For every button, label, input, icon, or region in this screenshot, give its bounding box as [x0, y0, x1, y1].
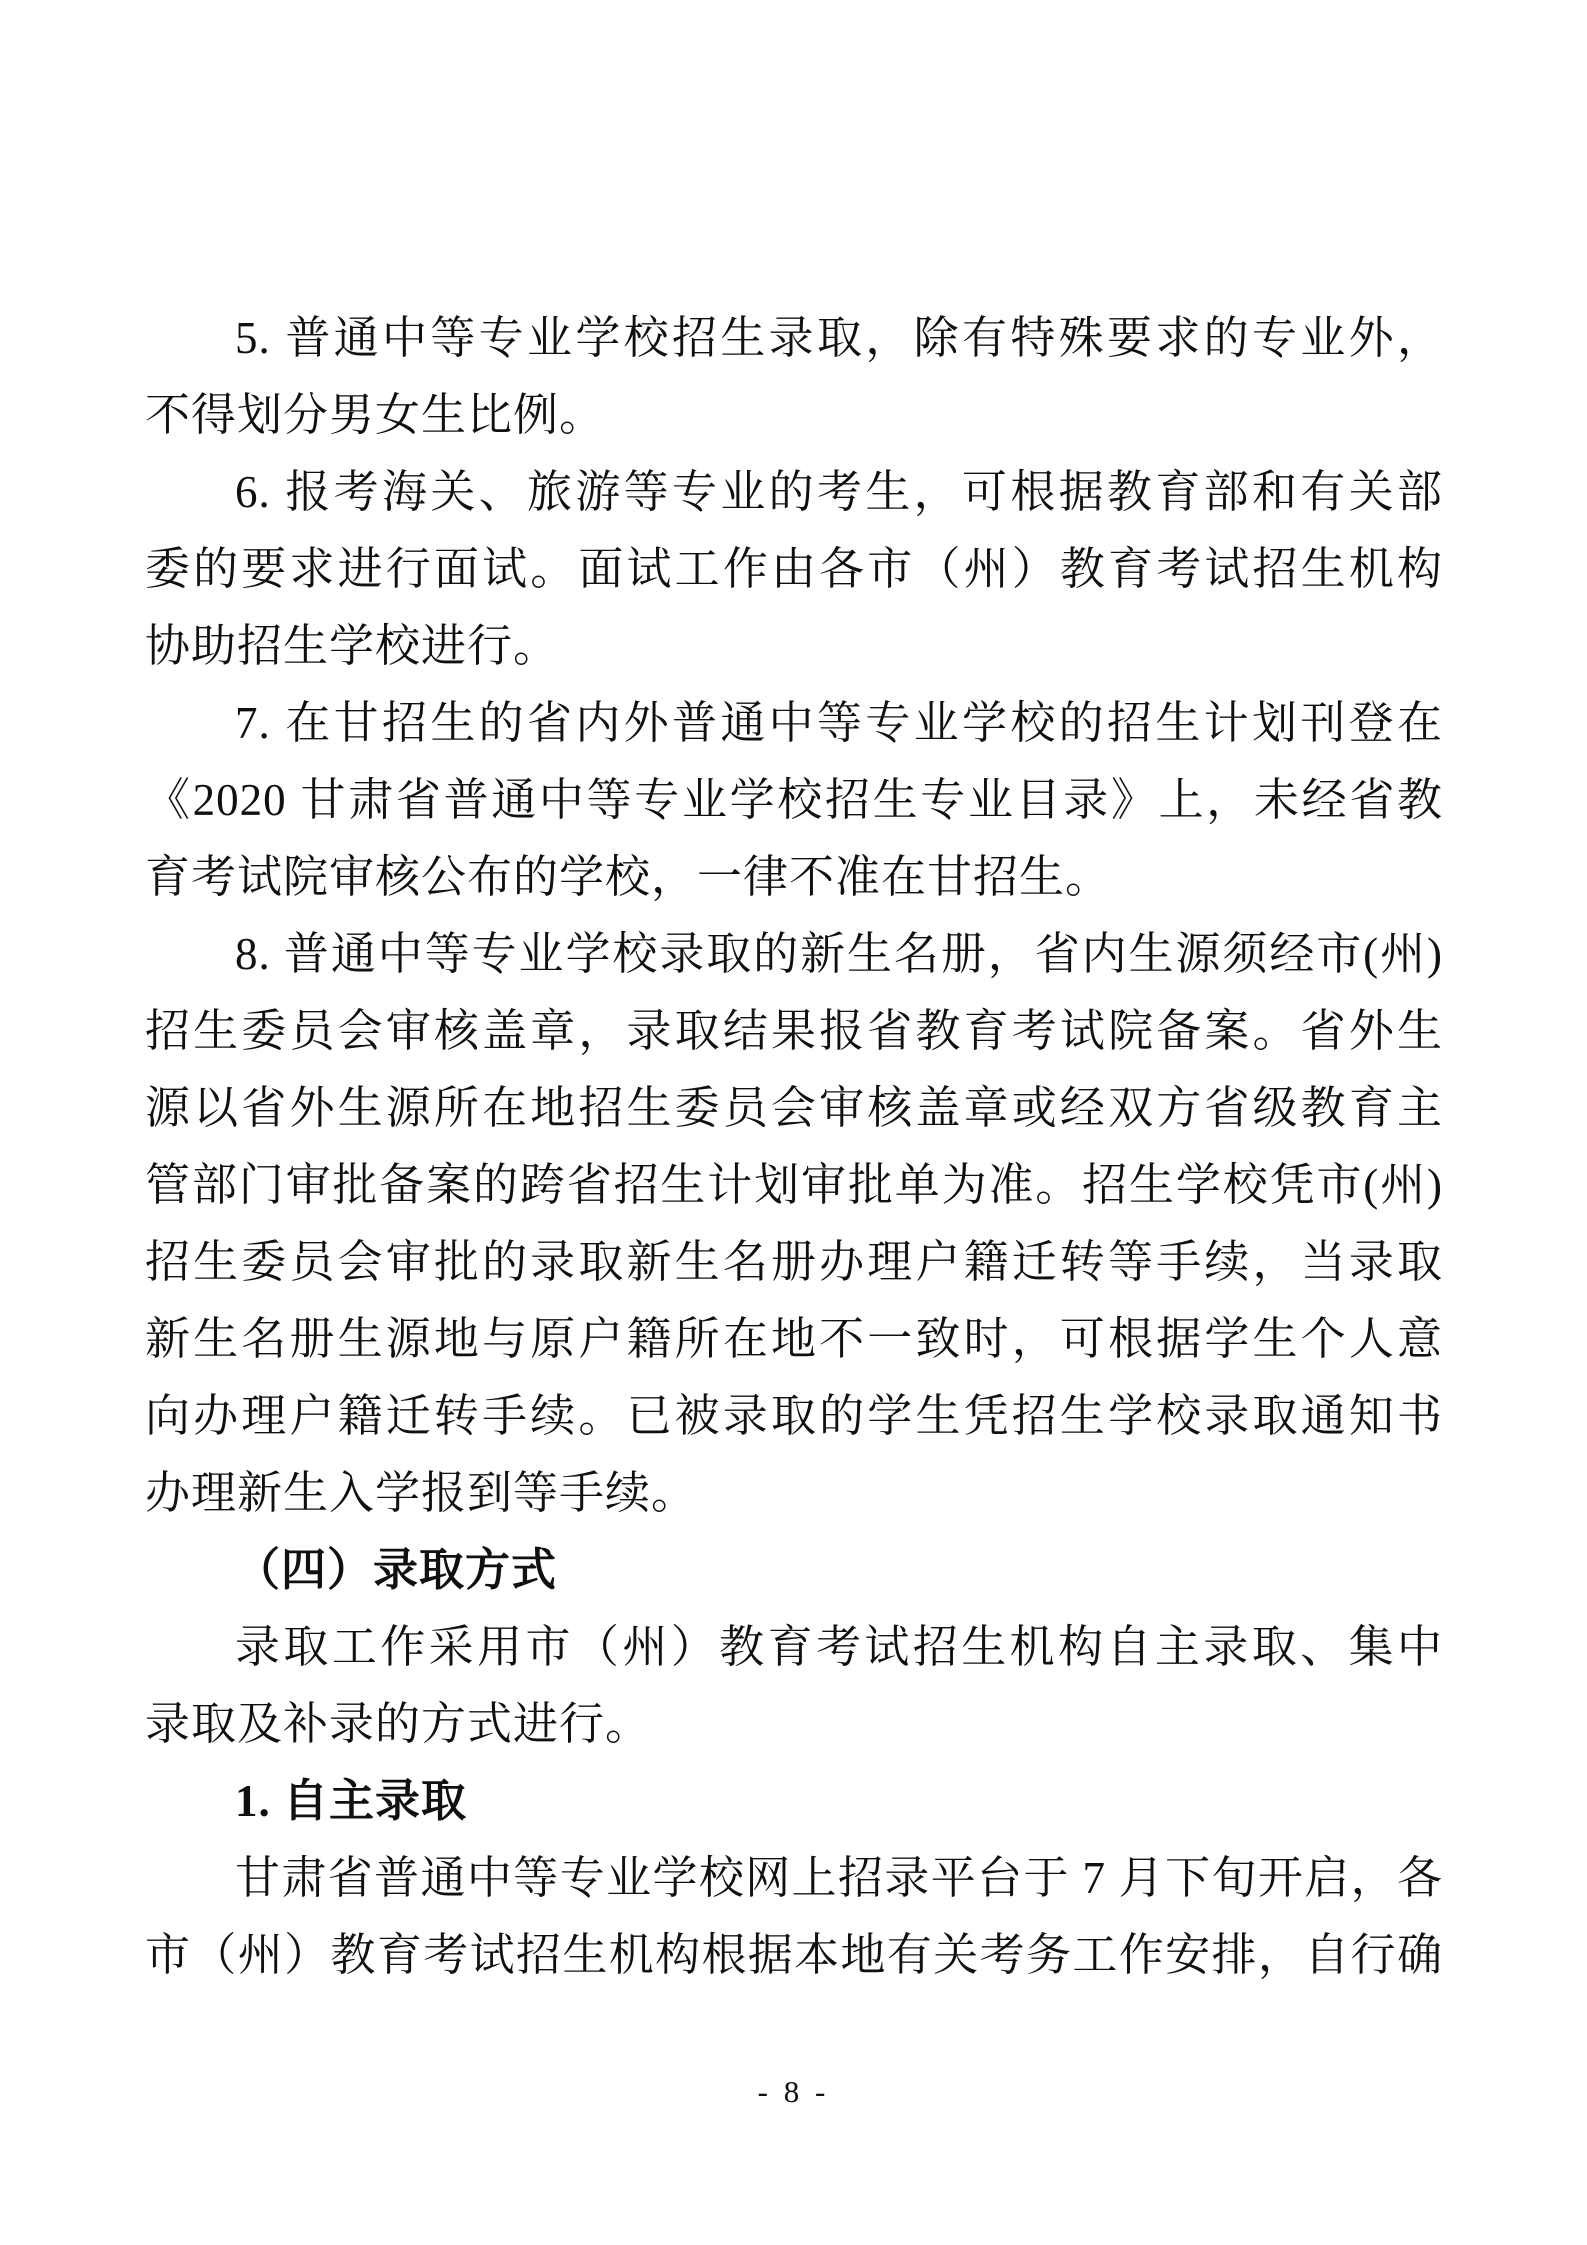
text-line: 录取及补录的方式进行。 [145, 1699, 652, 1749]
text-line: 《2020 甘肃省普通中等专业学校招生专业目录》上，未经省教 [145, 775, 1443, 825]
text-line: 8. 普通中等专业学校录取的新生名册，省内生源须经市(州) [235, 929, 1443, 979]
text-line: 管部门审批备案的跨省招生计划审批单为准。招生学校凭市(州) [145, 1160, 1443, 1210]
document-body [145, 300, 1443, 1994]
text-line: 办理新生入学报到等手续。 [145, 1468, 698, 1518]
page-number: - 8 - [757, 2074, 830, 2109]
text-line: 7. 在甘招生的省内外普通中等专业学校的招生计划刊登在 [235, 698, 1443, 748]
text-line: 甘肃省普通中等专业学校网上招录平台于 7 月下旬开启，各 [235, 1853, 1443, 1903]
text-line: 协助招生学校进行。 [145, 621, 560, 671]
text-line: 录取工作采用市（州）教育考试招生机构自主录取、集中 [235, 1622, 1443, 1672]
page-footer [0, 2072, 1587, 2112]
heading-line: （四）录取方式 [235, 1545, 558, 1595]
text-line: 向办理户籍迁转手续。已被录取的学生凭招生学校录取通知书 [145, 1391, 1443, 1441]
text-line: 育考试院审核公布的学校，一律不准在甘招生。 [145, 852, 1112, 902]
heading-line: 1. 自主录取 [235, 1776, 468, 1826]
text-line: 不得划分男女生比例。 [145, 390, 606, 440]
text-line: 5. 普通中等专业学校招生录取，除有特殊要求的专业外， [235, 313, 1443, 363]
text-line: 新生名册生源地与原户籍所在地不一致时，可根据学生个人意 [145, 1314, 1443, 1364]
text-line: 源以省外生源所在地招生委员会审核盖章或经双方省级教育主 [145, 1083, 1443, 1133]
text-line: 6. 报考海关、旅游等专业的考生，可根据教育部和有关部 [235, 467, 1443, 517]
text-line: 委的要求进行面试。面试工作由各市（州）教育考试招生机构 [145, 544, 1443, 594]
text-line: 招生委员会审核盖章，录取结果报省教育考试院备案。省外生 [145, 1006, 1443, 1056]
text-line: 市（州）教育考试招生机构根据本地有关考务工作安排，自行确 [145, 1930, 1443, 1980]
text-line: 招生委员会审批的录取新生名册办理户籍迁转等手续，当录取 [145, 1237, 1443, 1287]
